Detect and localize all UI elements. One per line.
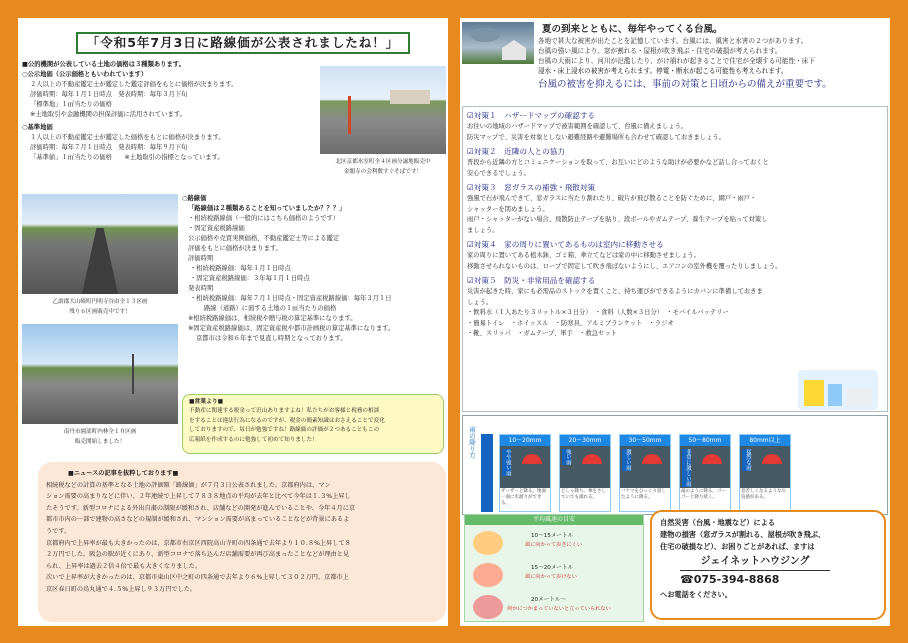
news-line: 都市市内の一部で建物の高さなどの規制が緩和され、マンション需要が高まっていることなどが背景にあるよ (46, 516, 350, 524)
text-line: ※固定資産税路線価は、固定資産税や都市計画税の算定基準になります。 (188, 325, 395, 332)
rain-name: 非常に激しい雨 (682, 449, 691, 487)
rain-card (679, 434, 731, 512)
rain-image (740, 446, 790, 488)
wind-speed: 20メートル〜 (531, 597, 567, 603)
photo-caption: 残り６区画販売中です！ (69, 309, 131, 315)
rain-chart (462, 415, 888, 515)
rain-name: やや強い雨 (502, 449, 511, 476)
strategy-1-title: ☑対策１ ハザードマップの確認する (467, 111, 596, 120)
text-line: 路線（道路）に面する土地の１㎡当たりの価格 (204, 305, 337, 312)
news-line: 京区春日町の烏丸通で４.５%上昇し９３万円でした。 (46, 585, 197, 593)
strategy-2-title: ☑対策２ 近隣の人との協力 (467, 147, 565, 156)
house-shape (390, 90, 430, 104)
emergency-kit-illustration (798, 370, 878, 410)
contact-box (650, 510, 886, 620)
note-line: をすることは違法行為になるのですが、税金の簡素知識はおさえることで変化 (189, 417, 385, 424)
text-line: ・相続税路線価（一般的にはこちら価格のようです） (188, 215, 340, 222)
strategy-3-title: ☑対策３ 窓ガラスの補強・飛散対策 (467, 183, 596, 192)
company-name: ジェイネットハウジング (680, 554, 830, 571)
umbrella-icon (702, 454, 722, 464)
left-page (18, 18, 448, 626)
house-shape (502, 40, 526, 60)
phone-number[interactable]: ☎075-394-8868 (680, 573, 780, 586)
person-icon (473, 595, 503, 619)
text-line: １人以上の不動産鑑定士が鑑定した価格をもとに価格が決まります。 (30, 134, 225, 141)
rain-image (620, 446, 670, 488)
text-line: 強風で石が飛んできて、窓ガラスに当たり割れたり、破片が飛び散ることを防ぐために、網戸・雨戸・ (467, 195, 757, 202)
news-line: たそうです。新型コロナによる外出自粛の制限が緩和され、店舗などの開発が進んでいることや、今年４月に京 (46, 504, 356, 512)
road-shape (82, 228, 118, 294)
note-line: 広報紙を作成するのに勉強して初めて知りました！ (189, 436, 318, 443)
text-line: ・飲料水（１人あたり３リットル×３日分） ・食料（人数×３日分） ・モバイルバッテリー (467, 309, 729, 316)
text-line: ・簡易トイレ ・ホイッスル ・防寒具、アルミブランケット ・ラジオ (467, 319, 674, 327)
rain-range: 30〜50mm (620, 435, 670, 446)
news-line: うです。 (46, 527, 71, 535)
text-line: ・固定資産税路線価：３年毎１月１日時点 (190, 275, 310, 282)
rain-range: 80mm以上 (740, 435, 790, 446)
text-line: 防災マップで、災害を対象としない避難経路や避難場所も合わせて確認しておきましょう。 (467, 133, 725, 141)
umbrella-icon (582, 454, 602, 464)
koji-heading: ○公示地価（公示価格ともいわれています） (22, 71, 148, 78)
news-line: ２万円でした。阪急の駅が近くにあり、新型コロナで落ち込んだ店舗需要が再び高まったことなどが理由と見 (46, 551, 350, 559)
text-line: ・固定資産税路線価 (188, 225, 245, 232)
strategy-4-title: ☑対策４ 家の周りに置いてあるものは室内に移動させる (467, 240, 664, 249)
intro-line: 各地で甚大な被害が出たことを記憶しています。台風には、風害と水害の２つがあります。 (538, 37, 808, 45)
strategy-5-title: ☑対策５ 防災・非常用品を確認する (467, 276, 596, 285)
note-line: しておりますので、毎日が勉強ですね！路線価の評価が２つあることもこの (189, 427, 380, 434)
text-line: 評価時期：毎年１月１日時点 発表時期：毎年３月下旬 (30, 91, 188, 98)
contact-line: 自然災害（台風・地震など）による (660, 518, 776, 527)
text-line: 災害が起きた時、家にも必需品のストックを置くこと、持ち運びができるようにカバンに準備しておきま (467, 288, 763, 295)
rain-name: 強い雨 (562, 449, 571, 465)
sales-note (182, 394, 444, 454)
property-photo-oyamazaki (22, 194, 178, 294)
text-line: 評価時期：毎年７月１日時点 発表時期：毎年９月下旬 (30, 144, 188, 151)
rain-card (619, 434, 671, 512)
note-title: ■営業より■ (189, 399, 224, 405)
wind-desc: 風に向かって歩きにくい (525, 542, 583, 548)
wind-speed: 15〜20メートル (531, 565, 574, 571)
rain-scale-bar (481, 434, 493, 512)
text-line: 安心できるでしょう。 (467, 169, 530, 177)
rain-desc: 滝のように降る。ゴーゴーと降り続く。 (681, 489, 726, 500)
rosenka-heading: ○路線価 (182, 195, 207, 202)
page-title: 「令和5年7月3日に路線価が公表されましたね！」 (76, 32, 410, 54)
intro-line: 台風の強い風により、窓が割れる・屋根が吹き飛ぶ・住宅の破損が考えられます。 (538, 47, 782, 55)
wind-box (464, 514, 644, 622)
text-line: ましょう。 (467, 226, 499, 234)
intro-line: 台風の大雨により、河川が氾濫したり、がけ崩れが起きることで住宅が全壊する可能性・床下 (538, 57, 815, 65)
text-line: しょう。 (467, 298, 493, 306)
photo-caption: 金閣寺の会利敷すぐそばです！ (343, 169, 423, 175)
text-line: ・靴、スリッパ ・ガムテープ、軍手 ・救急セット (467, 330, 617, 337)
text-line: 評価時期 (188, 255, 214, 262)
rain-range: 20〜30mm (560, 435, 610, 446)
public-prices-section (22, 60, 237, 163)
news-line: られ、上昇率は過去２倍４倍で最も大きくなりました。 (46, 562, 202, 570)
umbrella-icon (642, 454, 662, 464)
flag-pole (348, 96, 351, 134)
pole-shape (132, 354, 134, 394)
text-line: ２人以上の不動産鑑定士が鑑定した鑑定評価をもとに価格が決まります。 (30, 81, 238, 88)
rain-card (559, 434, 611, 512)
rain-card (499, 434, 551, 512)
rain-desc: どしゃ降り。傘をさしていても濡れる。 (561, 489, 606, 500)
rain-desc: バケツをひっくり返したように降る。 (621, 489, 666, 500)
intro-line: 浸水・床上浸水の被害が考えられます。停電・断水が起こる可能性も考えられます。 (538, 67, 788, 75)
contact-line: 住宅の破損など）、お困りごとがあれば、ますは (660, 542, 815, 551)
text-line: ※土地取引や金融機関の担保評価に活用されています。 (30, 111, 186, 118)
text-line: ・相続税路線価：毎年７月１日時点・固定資産税路線価：毎年３月１日 (190, 295, 392, 302)
umbrella-icon (762, 454, 782, 464)
text-line: 「標準地」１㎡当たりの価格 (30, 101, 112, 108)
rain-image (680, 446, 730, 488)
wind-title: 平均風速の目安 (465, 515, 643, 525)
right-page (460, 18, 890, 626)
text-line: 京都市は令和６年まで見直し時期となっております。 (196, 335, 347, 342)
contact-line: 建物の損害（窓ガラスが割れる、屋根が吹き飛ぶ、 (660, 530, 826, 539)
rain-desc: 息苦しくなるような圧迫感がある。 (741, 489, 786, 500)
rain-card (739, 434, 791, 512)
property-photo-sonobe (22, 324, 178, 424)
rain-name: 激しい雨 (622, 449, 631, 471)
bag-shape (804, 380, 824, 406)
photo-caption: 南丹市園部町内林全１０区画 (63, 429, 137, 435)
intro-emphasis: 台風の被害を抑えるには、事前の対策と日頃からの備えが重要です。 (538, 79, 832, 90)
person-icon (473, 531, 503, 555)
rain-desc: ザーザーと降る。地面一面に水溜りができる。 (501, 489, 546, 506)
kijun-heading: ○基準地価 (22, 124, 53, 131)
rain-label: 雨の降り方 (468, 426, 476, 459)
bottle-shape (828, 384, 842, 406)
box-shape (846, 388, 872, 406)
news-title: ■ニュースの記事を抜粋しております■ (68, 470, 179, 477)
news-box (38, 462, 446, 622)
text-line: 公示価格や売買実例価格、不動産鑑定士等による鑑定 (188, 235, 340, 242)
text-line: ※相続税路線価は、相続税や贈与税の算定基準になります。 (188, 315, 357, 322)
section-heading: ■公的機関が公表している土地の価格は３種類あります。 (22, 61, 185, 68)
wind-speed: 10〜15メートル (531, 533, 574, 539)
text-line: 家の周りに置いてある植木鉢、ゴミ箱、傘立てなどは家の中に移動させましょう。 (467, 252, 700, 259)
photo-caption: 北区京都氷室町全４区画分譲地販売中 (335, 159, 431, 165)
strategies-box (462, 106, 888, 412)
text-line: 普段から近隣の方とコミュニケーションを取って、お互いにどのような助けが必要かなど話し合っておくと (467, 159, 769, 166)
rain-image (560, 446, 610, 488)
property-photo-kita (320, 66, 446, 154)
text-line: ・相続税路線価：毎年１月１日時点 (190, 265, 291, 272)
rosenka-section (182, 194, 394, 344)
typhoon-illustration (462, 22, 534, 64)
text-line: 移動させられないものは、ロープで固定して吹き飛ばないようにし、エアコンの室外機を覆ったりしましょう。 (467, 262, 782, 270)
text-line: シャッターを閉めましょう。 (467, 205, 549, 213)
text-line: お住いの地域のハザードマップで被害範囲を確認して、台風に備えましょう。 (467, 123, 688, 130)
wind-desc: 何かにつかまっていないと立っていられない (507, 606, 611, 612)
rain-range: 50〜80mm (680, 435, 730, 446)
text-line: 「基準値」１㎡当たりの価格 ※土地取引の指標となっています。 (30, 154, 224, 161)
photo-caption: 販売開始しました！ (74, 439, 126, 445)
text-line: 発表時期 (188, 285, 214, 292)
contact-line: へお電話をください。 (660, 590, 732, 599)
photo-caption: 乙訓郡大山崎町円明寺谷由全１３区画 (52, 299, 148, 305)
umbrella-icon (522, 454, 542, 464)
wind-desc: 風に向かって歩けない (525, 574, 577, 580)
news-line: ション需要の高まりなどに伴い、２年連続で上昇して７８３８地点の平均が去年と比べて今年は１.３%上昇し (46, 493, 351, 501)
rain-range: 10〜20mm (500, 435, 550, 446)
rain-image (500, 446, 550, 488)
typhoon-heading: 夏の到来とともに、毎年やってくる台風。 (542, 24, 723, 35)
rain-name: 猛烈な雨 (742, 449, 751, 471)
news-line: 次いで上昇率が大きかったのは、京都市東山区中之町の四条通で去年より６%上昇して３０２万円、京都市上 (46, 574, 349, 582)
news-line: 京都府内で上昇率が最も大きかったのは、京都市右京区西院高山寺町の四条通で去年より１０.８%上昇して８ (46, 539, 351, 547)
news-line: 相続税などの計算の基準となる土地の評価額「路線価」が７月３日公表されました。京都府内は、マン (46, 481, 331, 489)
person-icon (473, 563, 503, 587)
cloud-shape (470, 28, 500, 42)
text-line: 評価をもとに価格が決まります。 (188, 245, 282, 252)
rosenka-question: 「路線価は２種類あることを知っていましたか？？？」 (188, 205, 346, 212)
note-line: 不動産に関連する税金って沢山ありますよね！私たちがお客様と税務の相談 (189, 408, 380, 414)
text-line: 雨戸・シャッターがない場合、飛散防止テープを貼り、段ボールやガムテープ、養生テープを貼って対策し (467, 216, 768, 223)
